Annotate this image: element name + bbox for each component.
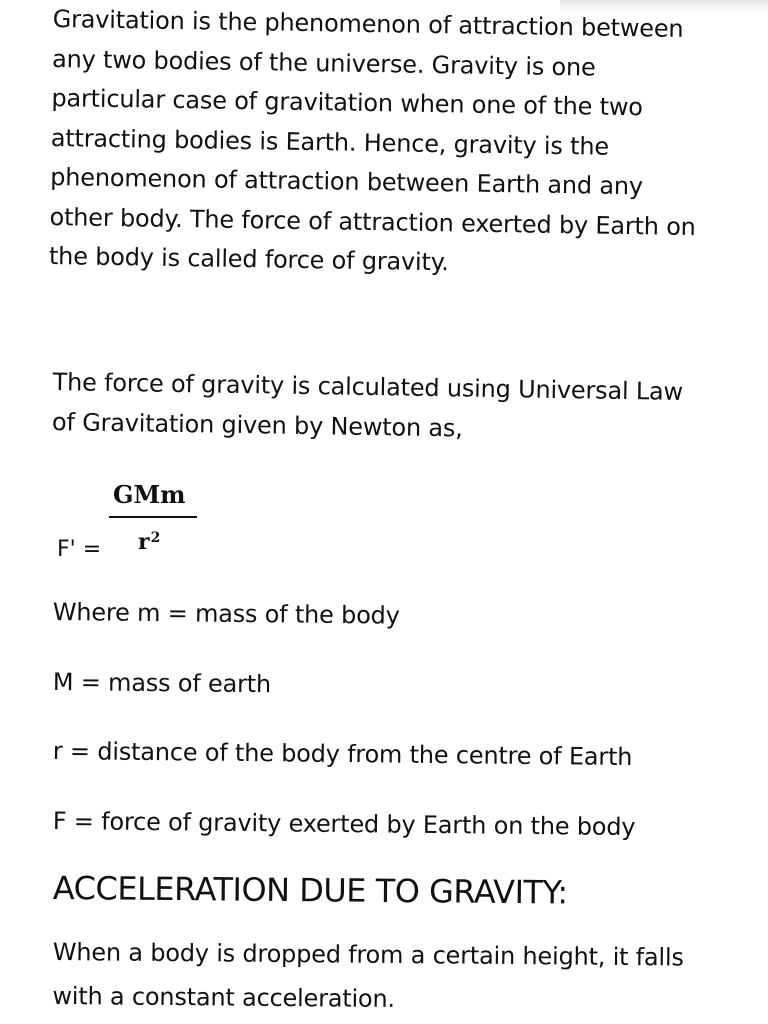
definition-m: Where m = mass of the body [52, 597, 400, 630]
formula-denominator [138, 528, 160, 556]
denominator-base: r [138, 529, 150, 555]
formula-numerator: GMm [113, 480, 186, 509]
fraction-bar [109, 516, 197, 518]
formula-lhs: F' = [57, 537, 102, 562]
gravity-formula [0, 470, 768, 580]
denominator-exponent: 2 [150, 530, 161, 546]
intro-paragraph: Gravitation is the phenomenon of attraction between any two bodies of the universe. Gravity is one particular case of gravitation when one of the two attracting bodies is Earth. Hence, gravity is the phenomenon of attraction between Earth and any other body. The force of attraction exerted by Earth on the body is called force of gravity. [48, 4, 696, 277]
definition-M: M = mass of earth [52, 667, 272, 699]
definition-F: F = force of gravity exerted by Earth on the body [52, 806, 636, 842]
definition-r: r = distance of the body from the centre of Earth [52, 736, 633, 772]
section-heading: ACCELERATION DUE TO GRAVITY: [52, 868, 568, 912]
law-paragraph: The force of gravity is calculated using Universal Law of Gravitation given by Newton as, [51, 367, 684, 443]
section-body: When a body is dropped from a certain height, it falls with a constant acceleration. [52, 937, 684, 1013]
